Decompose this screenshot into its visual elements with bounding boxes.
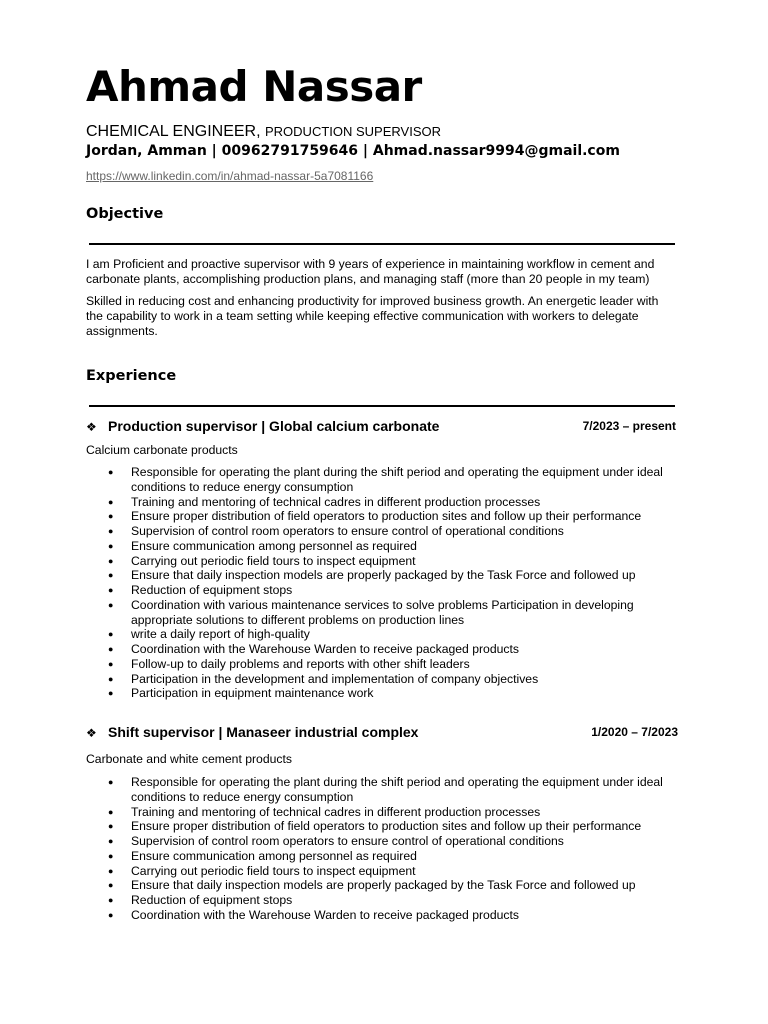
list-item: ● Ensure communication among personnel as required [86,539,676,554]
job-1-dates: 7/2023 – present [582,419,676,433]
diamond-bullet-icon: ❖ [86,726,97,740]
candidate-name: Ahmad Nassar [86,62,422,111]
list-item: ● Follow-up to daily problems and reports with other shift leaders [86,657,676,672]
job-2-title: Shift supervisor | Manaseer industrial complex [108,724,419,740]
diamond-bullet-icon: ❖ [86,420,97,434]
list-item: ● Supervision of control room operators to ensure control of operational conditions [86,834,676,849]
list-item: ● Carrying out periodic field tours to inspect equipment [86,554,676,569]
job-title-main: CHEMICAL ENGINEER, [86,123,261,140]
list-item: ● Ensure proper distribution of field operators to production sites and follow up their performance [86,509,676,524]
objective-heading: Objective [86,206,164,222]
linkedin-link[interactable]: https://www.linkedin.com/in/ahmad-nassar-5a7081166 [86,169,374,183]
job-1-title: Production supervisor | Global calcium carbonate [108,418,440,434]
list-item: ● Participation in the development and implementation of company objectives [86,672,676,687]
list-item: ● Carrying out periodic field tours to inspect equipment [86,864,676,879]
list-item: ● write a daily report of high-quality [86,627,676,642]
list-item: ● Training and mentoring of technical cadres in different production processes [86,805,676,820]
list-item: ● Ensure communication among personnel as required [86,849,676,864]
job-title [86,123,441,141]
list-item: ● Ensure that daily inspection models are properly packaged by the Task Force and followed up [86,568,676,583]
list-item: ● Supervision of control room operators to ensure control of operational conditions [86,524,676,539]
job-title-sub: PRODUCTION SUPERVISOR [265,124,442,139]
list-item: ● Responsible for operating the plant during the shift period and operating the equipment under ideal conditions to reduce energy consumption [86,465,676,495]
job-2-description: Carbonate and white cement products [86,752,292,766]
job-2-dates: 1/2020 – 7/2023 [591,725,678,739]
list-item: ● Participation in equipment maintenance work [86,686,676,701]
job-2-bullets [86,775,676,923]
experience-divider [89,405,675,407]
job-1-bullets [86,465,676,701]
list-item: ● Coordination with the Warehouse Warden to receive packaged products [86,642,676,657]
contact-line: Jordan, Amman | 00962791759646 | Ahmad.nassar9994@gmail.com [86,143,620,159]
list-item: ● Reduction of equipment stops [86,893,676,908]
experience-heading: Experience [86,368,177,384]
objective-paragraph-1: I am Proficient and proactive supervisor with 9 years of experience in maintaining workflow in cement and carbonate plants, accomplishing production plans, and managing staff (more than 20 people in my team) [86,257,655,286]
job-1-description: Calcium carbonate products [86,443,238,457]
list-item: ● Responsible for operating the plant during the shift period and operating the equipment under ideal conditions to reduce energy consumption [86,775,676,805]
list-item: ● Reduction of equipment stops [86,583,676,598]
job-2-header [86,724,676,742]
job-1-header [86,418,676,436]
objective-paragraph-2: Skilled in reducing cost and enhancing productivity for improved business growth. An energetic leader with the capability to work in a team setting while keeping effective communication with workers to delegate assignments. [86,294,659,338]
list-item: ● Ensure proper distribution of field operators to production sites and follow up their performance [86,819,676,834]
list-item: ● Ensure that daily inspection models are properly packaged by the Task Force and followed up [86,878,676,893]
list-item: ● Coordination with the Warehouse Warden to receive packaged products [86,908,676,923]
list-item: ● Training and mentoring of technical cadres in different production processes [86,495,676,510]
list-item: ● Coordination with various maintenance services to solve problems Participation in developing appropriate solutions to different problems on production lines [86,598,676,628]
objective-divider [89,243,675,245]
